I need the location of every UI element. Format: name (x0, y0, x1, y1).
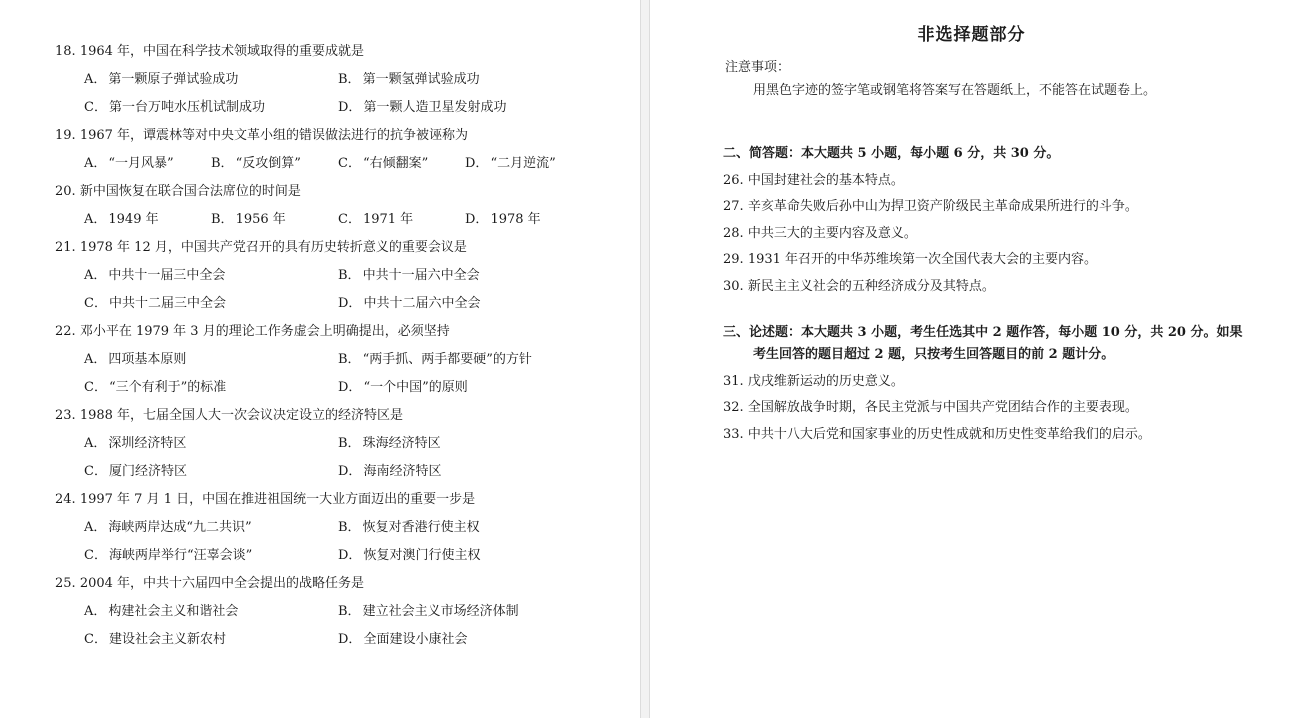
option-d: D． “一个中国”的原则 (338, 380, 468, 395)
question-number: 18. (55, 44, 76, 59)
question-25 (55, 575, 364, 593)
option-b: B． 珠海经济特区 (338, 436, 441, 451)
question-21 (55, 239, 467, 257)
question-text: 辛亥革命失败后孙中山为捍卫资产阶级民主革命成果所进行的斗争。 (747, 199, 1138, 214)
option-d: D． 全面建设小康社会 (338, 632, 468, 647)
option-d: D． 海南经济特区 (338, 464, 442, 479)
question-stem: 1978 年 12 月，中国共产党召开的具有历史转折意义的重要会议是 (79, 240, 467, 255)
section-2-heading: 二、简答题：本大题共 5 小题，每小题 6 分，共 30 分。 (723, 146, 1060, 161)
question-text: 全国解放战争时期，各民主党派与中国共产党团结合作的主要表现。 (747, 400, 1138, 415)
question-20 (55, 183, 301, 201)
option-b: B． 恢复对香港行使主权 (338, 520, 480, 535)
option-c: C． 海峡两岸举行“汪辜会谈” (84, 548, 253, 563)
question-number: 29. (723, 252, 744, 267)
question-stem: 新中国恢复在联合国合法席位的时间是 (79, 184, 301, 199)
right-exam-page (650, 0, 1293, 718)
option-b: B． 中共十一届六中全会 (338, 268, 480, 283)
question-32 (723, 399, 1138, 417)
question-stem: 1997 年 7 月 1 日，中国在推进祖国统一大业方面迈出的重要一步是 (79, 492, 476, 507)
question-number: 30. (723, 279, 744, 294)
option-c: C． “三个有利于”的标准 (84, 380, 227, 395)
question-27 (723, 198, 1138, 216)
question-text: 中共十八大后党和国家事业的历史性成就和历史性变革给我们的启示。 (747, 427, 1151, 442)
question-number: 23. (55, 408, 76, 423)
option-c: C． 1971 年 (338, 212, 414, 227)
question-stem: 1988 年，七届全国人大一次会议决定设立的经济特区是 (79, 408, 404, 423)
question-number: 27. (723, 199, 744, 214)
question-number: 32. (723, 400, 744, 415)
option-a: A． 四项基本原则 (84, 352, 187, 367)
option-a: A． 构建社会主义和谐社会 (84, 604, 239, 619)
question-29 (723, 251, 1097, 269)
question-text: 戊戌维新运动的历史意义。 (747, 374, 904, 389)
question-number: 33. (723, 427, 744, 442)
option-b: B． “反攻倒算” (211, 156, 301, 171)
option-a: A． 1949 年 (84, 212, 159, 227)
option-d: D． 中共十二届六中全会 (338, 296, 481, 311)
section-title: 非选择题部分 (917, 25, 1026, 45)
question-24 (55, 491, 475, 509)
option-b: B． 1956 年 (211, 212, 286, 227)
question-number: 28. (723, 226, 744, 241)
option-c: C． 第一台万吨水压机试制成功 (84, 100, 265, 115)
question-33 (723, 426, 1151, 444)
left-exam-page (0, 0, 640, 718)
notice-text: 用黑色字迹的签字笔或钢笔将答案写在答题纸上，不能答在试题卷上。 (753, 83, 1157, 98)
option-d: D． “二月逆流” (465, 156, 556, 171)
question-number: 19. (55, 128, 76, 143)
option-a: A． 第一颗原子弹试验成功 (84, 72, 239, 87)
option-b: B． “两手抓、两手都要硬”的方针 (338, 352, 532, 367)
question-number: 20. (55, 184, 76, 199)
question-number: 24. (55, 492, 76, 507)
question-26 (723, 172, 904, 190)
option-a: A． “一月风暴” (84, 156, 174, 171)
option-c: C． “右倾翻案” (338, 156, 429, 171)
question-text: 新民主主义社会的五种经济成分及其特点。 (747, 279, 995, 294)
option-c: C． 建设社会主义新农村 (84, 632, 226, 647)
question-number: 25. (55, 576, 76, 591)
question-stem: 2004 年，中共十六届四中全会提出的战略任务是 (79, 576, 365, 591)
option-c: C． 中共十二届三中全会 (84, 296, 226, 311)
question-19 (55, 127, 468, 145)
question-text: 中国封建社会的基本特点。 (747, 173, 904, 188)
question-number: 31. (723, 374, 744, 389)
option-d: D． 第一颗人造卫星发射成功 (338, 100, 507, 115)
question-31 (723, 373, 904, 391)
question-18 (55, 43, 364, 61)
question-30 (723, 278, 995, 296)
option-a: A． 中共十一届三中全会 (84, 268, 226, 283)
question-28 (723, 225, 917, 243)
question-stem: 1967 年，谭震林等对中央文革小组的错误做法进行的抗争被诬称为 (79, 128, 469, 143)
option-d: D． 恢复对澳门行使主权 (338, 548, 481, 563)
notice-label: 注意事项： (725, 60, 791, 75)
question-number: 26. (723, 173, 744, 188)
option-a: A． 海峡两岸达成“九二共识” (84, 520, 252, 535)
question-stem: 1964 年，中国在科学技术领域取得的重要成就是 (79, 44, 365, 59)
option-b: B． 建立社会主义市场经济体制 (338, 604, 519, 619)
question-stem: 邓小平在 1979 年 3 月的理论工作务虚会上明确提出，必须坚持 (79, 324, 450, 339)
option-a: A． 深圳经济特区 (84, 436, 187, 451)
question-22 (55, 323, 450, 341)
option-d: D． 1978 年 (465, 212, 541, 227)
question-23 (55, 407, 403, 425)
question-number: 21. (55, 240, 76, 255)
question-text: 中共三大的主要内容及意义。 (747, 226, 917, 241)
section-3-heading-line-1: 三、论述题：本大题共 3 小题，考生任选其中 2 题作答，每小题 10 分，共 20 分。如果 (723, 325, 1243, 340)
option-b: B． 第一颗氢弹试验成功 (338, 72, 480, 87)
question-number: 22. (55, 324, 76, 339)
section-3-heading-line-2: 考生回答的题目超过 2 题，只按考生回答题目的前 2 题计分。 (753, 347, 1115, 362)
page-gutter (640, 0, 650, 718)
option-c: C． 厦门经济特区 (84, 464, 187, 479)
question-text: 1931 年召开的中华苏维埃第一次全国代表大会的主要内容。 (747, 252, 1098, 267)
